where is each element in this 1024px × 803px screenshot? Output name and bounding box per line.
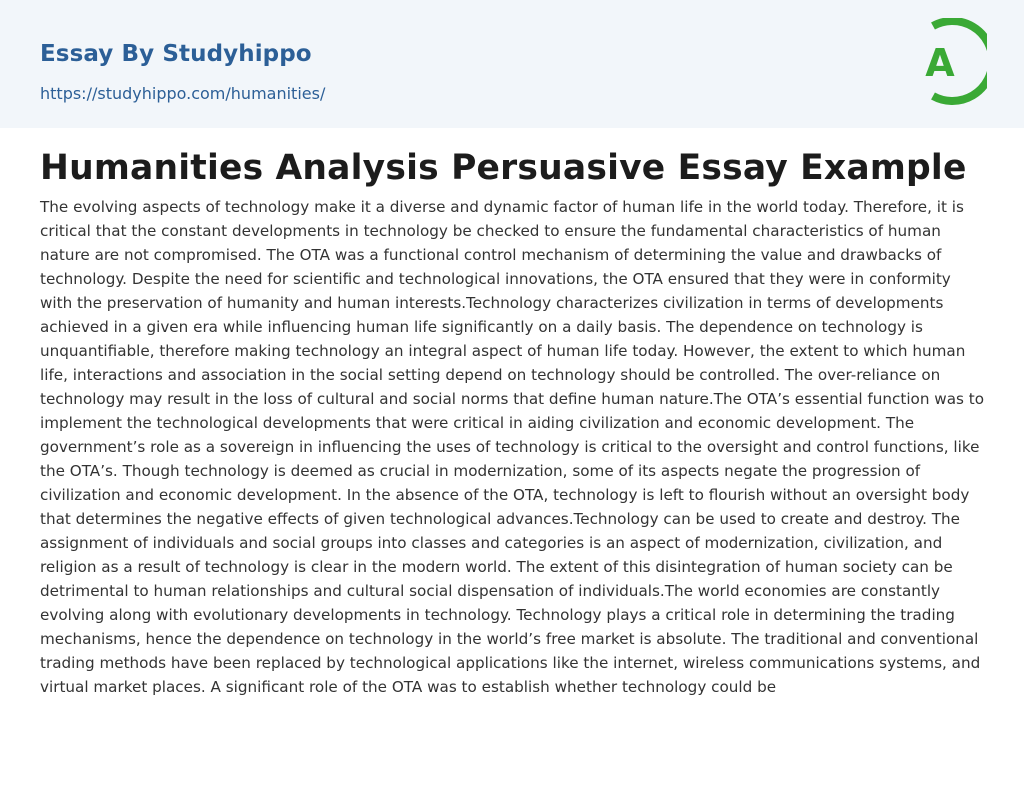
article [0, 128, 1024, 699]
studyhippo-logo-icon[interactable] [911, 18, 987, 106]
article-body: The evolving aspects of technology make it a diverse and dynamic factor of human life in the world today. Therefore, it is critical that the constant developments in technology be checked to ensure the fundamental characteristics of human nature are not compromised. The OTA was a functional control mechanism of determining the value and drawbacks of technology. Despite the need for scientific and technological innovations, the OTA ensured that they were in conformity with the preservation of humanity and human interests.Technology characterizes civilization in terms of developments achieved in a given era while influencing human life significantly on a daily basis. The dependence on technology is unquantifiable, therefore making technology an integral aspect of human life today. However, the extent to which human life, interactions and association in the social setting depend on technology should be controlled. The over-reliance on technology may result in the loss of cultural and social norms that define human nature.The OTA’s essential function was to implement the technological developments that were critical in aiding civilization and economic development. The government’s role as a sovereign in influencing the uses of technology is critical to the oversight and control functions, like the OTA’s. Though technology is deemed as crucial in modernization, some of its aspects negate the progression of civilization and economic development. In the absence of the OTA, technology is left to flourish without an oversight body that determines the negative effects of given technological advances.Technology can be used to create and destroy. The assignment of individuals and social groups into classes and categories is an aspect of modernization, civilization, and religion as a result of technology is clear in the modern world. The extent of this disintegration of human society can be detrimental to human relationships and cultural social dispensation of individuals.The world economies are constantly evolving along with evolutionary developments in technology. Technology plays a critical role in determining the trading mechanisms, hence the dependence on technology in the world’s free market is absolute. The traditional and conventional trading methods have been replaced by technological applications like the internet, wireless communications systems, and virtual market places. A significant role of the OTA was to establish whether technology could be [40, 198, 985, 696]
site-brand[interactable]: Essay By Studyhippo [40, 41, 312, 67]
site-header [0, 0, 1024, 128]
logo-letter: A [925, 41, 955, 85]
category-link[interactable]: https://studyhippo.com/humanities/ [40, 84, 326, 103]
page-title: Humanities Analysis Persuasive Essay Example [40, 148, 967, 188]
